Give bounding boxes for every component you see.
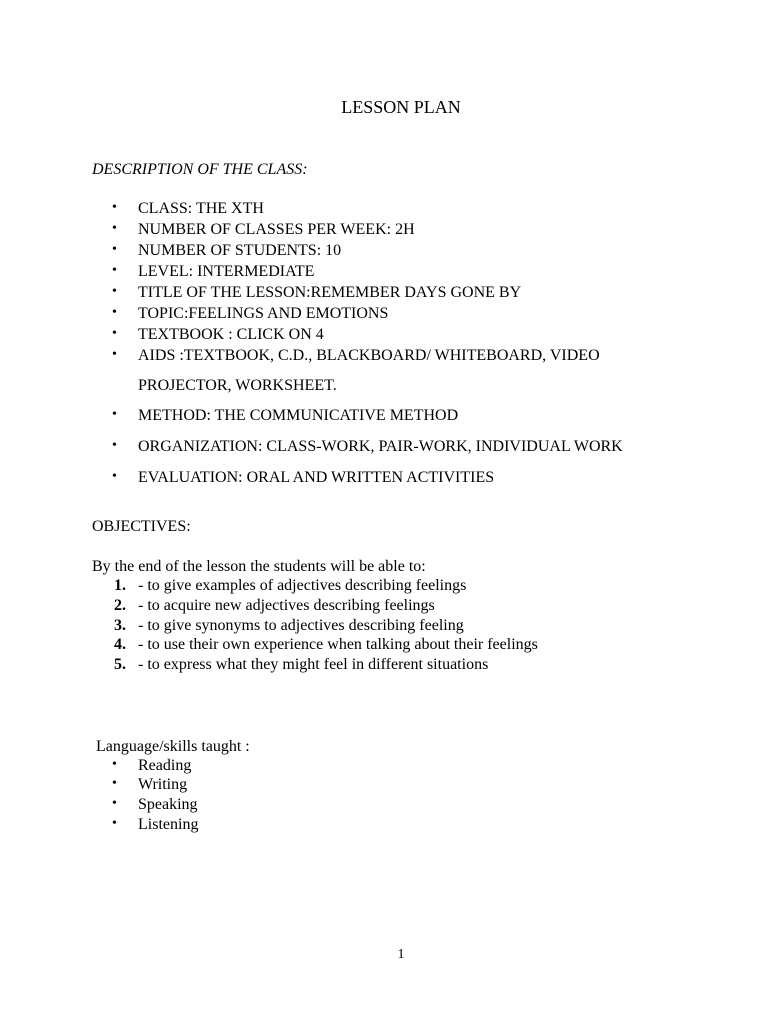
objective-text: - to give examples of adjectives describing feelings <box>138 577 467 594</box>
document-title: LESSON PLAN <box>341 97 461 117</box>
skill-speaking: Speaking <box>138 796 198 813</box>
objective-text: - to give synonyms to adjectives describing feeling <box>138 617 464 634</box>
skill-reading: Reading <box>138 757 192 774</box>
textbook-item: TEXTBOOK : CLICK ON 4 <box>138 326 324 343</box>
bullet-icon: • <box>112 284 117 299</box>
method-item: METHOD: THE COMMUNICATIVE METHOD <box>138 407 459 424</box>
objectives-heading: OBJECTIVES: <box>92 518 191 535</box>
lesson-title-item: TITLE OF THE LESSON:REMEMBER DAYS GONE BY <box>138 284 522 301</box>
objectives-intro: By the end of the lesson the students will be able to: <box>92 558 426 575</box>
bullet-icon: • <box>112 469 117 484</box>
bullet-icon: • <box>112 438 117 453</box>
organization-item: ORGANIZATION: CLASS-WORK, PAIR-WORK, INDIVIDUAL WORK <box>138 438 623 455</box>
bullet-icon: • <box>112 305 117 320</box>
bullet-icon: • <box>112 757 117 772</box>
bullet-icon: • <box>112 263 117 278</box>
topic-item: TOPIC:FEELINGS AND EMOTIONS <box>138 305 389 322</box>
language-skills-heading: Language/skills taught : <box>96 738 250 755</box>
bullet-icon: • <box>112 816 117 831</box>
page-number: 1 <box>397 947 405 962</box>
objective-text: - to use their own experience when talking about their feelings <box>138 636 538 653</box>
objective-number: 2. <box>114 597 126 614</box>
bullet-icon: • <box>112 776 117 791</box>
objective-number: 4. <box>114 636 126 653</box>
bullet-icon: • <box>112 242 117 257</box>
objective-text: - to express what they might feel in different situations <box>138 656 489 673</box>
bullet-icon: • <box>112 326 117 341</box>
bullet-icon: • <box>112 796 117 811</box>
classes-per-week-item: NUMBER OF CLASSES PER WEEK: 2H <box>138 221 415 238</box>
aids-item: AIDS :TEXTBOOK, C.D., BLACKBOARD/ WHITEBOARD, VIDEO <box>138 347 600 364</box>
skill-listening: Listening <box>138 816 199 833</box>
description-heading: DESCRIPTION OF THE CLASS: <box>92 161 308 178</box>
objective-number: 1. <box>114 577 126 594</box>
objective-number: 3. <box>114 617 126 634</box>
bullet-icon: • <box>112 221 117 236</box>
number-of-students-item: NUMBER OF STUDENTS: 10 <box>138 242 342 259</box>
bullet-icon: • <box>112 347 117 362</box>
level-item: LEVEL: INTERMEDIATE <box>138 263 315 280</box>
bullet-icon: • <box>112 200 117 215</box>
aids-continuation: PROJECTOR, WORKSHEET. <box>138 377 337 394</box>
bullet-icon: • <box>112 407 117 422</box>
evaluation-item: EVALUATION: ORAL AND WRITTEN ACTIVITIES <box>138 469 495 486</box>
objective-number: 5. <box>114 656 126 673</box>
class-item: CLASS: THE XTH <box>138 200 264 217</box>
skill-writing: Writing <box>138 776 188 793</box>
objective-text: - to acquire new adjectives describing feelings <box>138 597 435 614</box>
